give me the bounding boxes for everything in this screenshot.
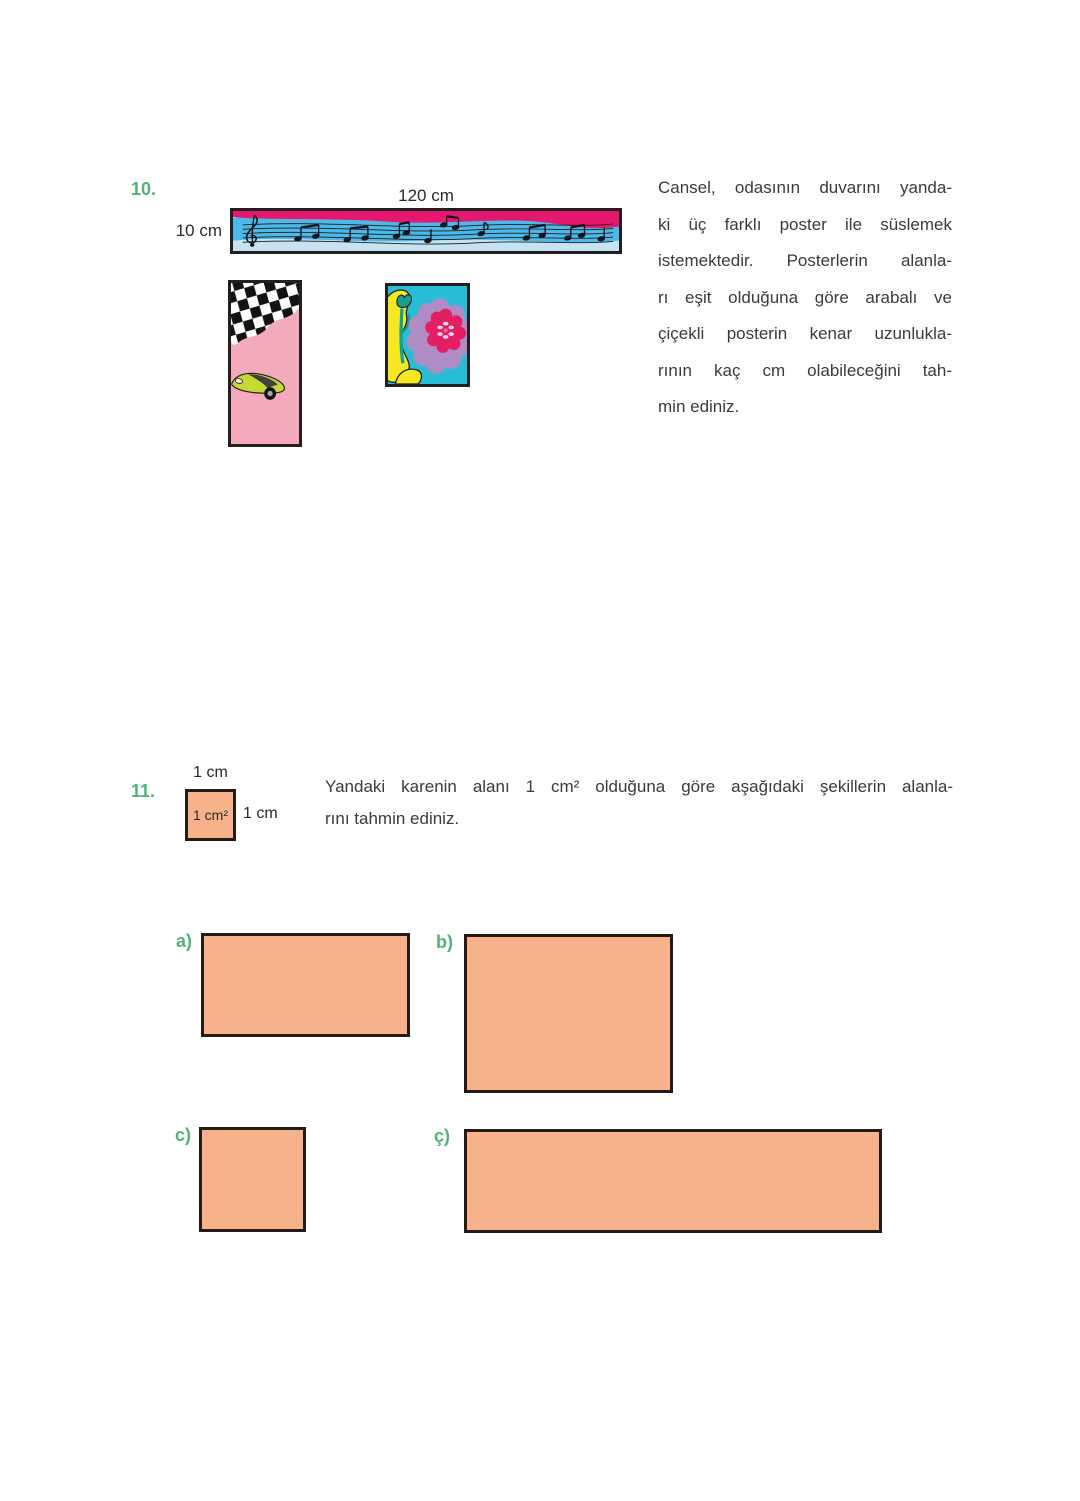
race-car-illustration bbox=[231, 283, 299, 444]
shape-b-label: b) bbox=[436, 932, 453, 952]
unit-square bbox=[185, 789, 236, 841]
car-poster bbox=[228, 280, 302, 447]
question-11-number: 11. bbox=[131, 781, 156, 801]
unit-square-area-label: 1 cm² bbox=[193, 807, 228, 823]
shape-c-rectangle bbox=[199, 1127, 306, 1232]
text-line: rı eşit olduğuna göre arabalı ve bbox=[658, 287, 952, 307]
shape-cedilla-rectangle bbox=[464, 1129, 882, 1233]
text-line: istemektedir. Posterlerin alanla- bbox=[658, 251, 952, 270]
shape-cedilla-label: ç) bbox=[434, 1126, 451, 1146]
text-line: rının kaç cm olabileceğini tah- bbox=[658, 360, 952, 380]
text-line: min ediniz. bbox=[658, 397, 740, 416]
music-notes-illustration bbox=[233, 211, 619, 251]
music-poster-height-label: 10 cm bbox=[175, 221, 222, 240]
text-line: Yandaki karenin alanı 1 cm² olduğuna göre aşağıdaki şekillerin alanla- bbox=[325, 777, 953, 796]
text-line: çiçekli posterin kenar uzunlukla- bbox=[658, 324, 952, 343]
flower-poster bbox=[385, 283, 470, 387]
question-10-text bbox=[658, 170, 952, 426]
flower-illustration bbox=[388, 286, 467, 384]
music-poster-width-label: 120 cm bbox=[398, 186, 454, 205]
text-line: ki üç farklı poster ile süslemek bbox=[658, 214, 952, 234]
shape-a-label: a) bbox=[176, 931, 193, 951]
text-line: rını tahmin ediniz. bbox=[325, 809, 460, 828]
question-11-text bbox=[325, 771, 953, 835]
question-10-number: 10. bbox=[131, 179, 157, 199]
music-poster bbox=[230, 208, 622, 254]
text-line: Cansel, odasının duvarını yanda- bbox=[658, 178, 952, 197]
unit-square-top-label: 1 cm bbox=[193, 764, 228, 781]
unit-square-side-label: 1 cm bbox=[243, 805, 278, 822]
shape-b-rectangle bbox=[464, 934, 673, 1093]
shape-c-label: c) bbox=[175, 1125, 192, 1145]
shape-a-rectangle bbox=[201, 933, 410, 1037]
